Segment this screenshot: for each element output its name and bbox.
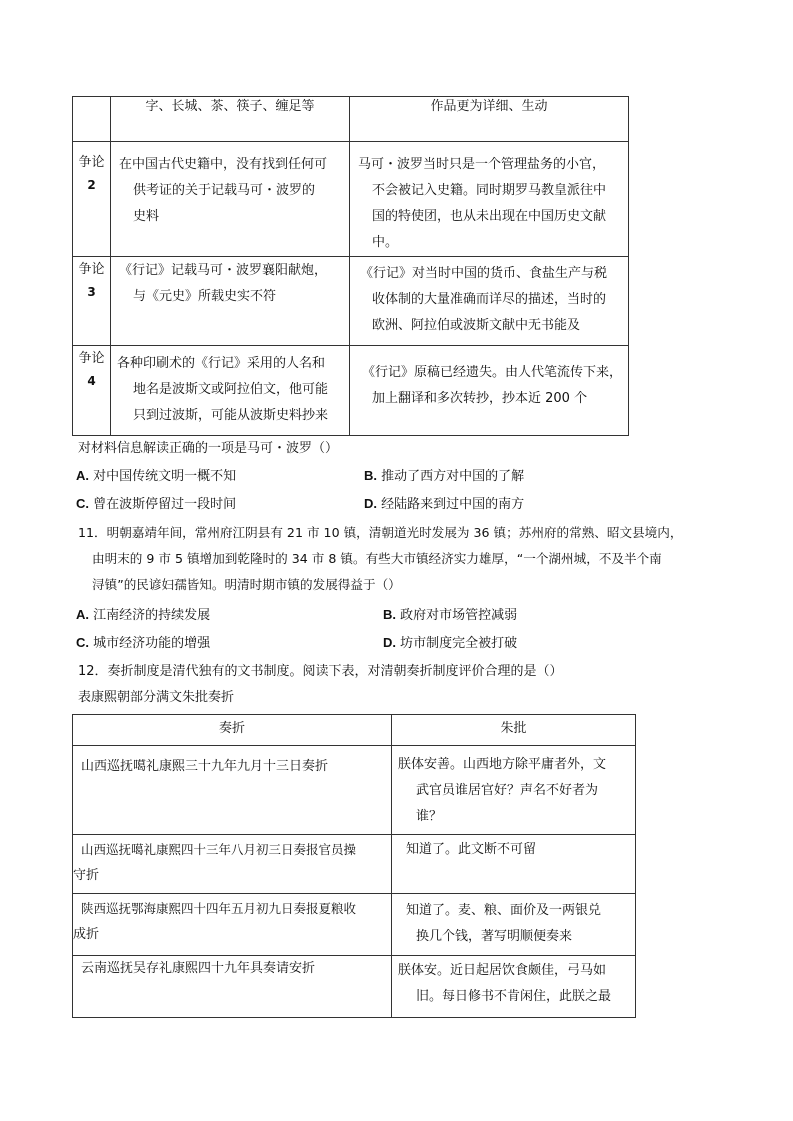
q10-option-d[interactable]: D. 经陆路来到过中国的南方 xyxy=(364,496,525,512)
table-cell xyxy=(73,97,111,142)
table-cell xyxy=(73,746,392,835)
cell-text: 陕西巡抚鄂海康熙四十四年五月初九日奏报夏粮收 xyxy=(81,901,357,916)
table-header-row xyxy=(73,715,636,746)
table-cell xyxy=(392,956,636,1018)
q11-option-b[interactable]: B. 政府对市场管控减弱 xyxy=(383,607,518,623)
option-text: 推动了西方对中国的了解 xyxy=(381,469,525,484)
cell-text: 《行记》原稿已经遗失。由人代笔流传下来， xyxy=(362,365,623,380)
q10-option-b[interactable]: B. 推动了西方对中国的了解 xyxy=(364,468,525,484)
cell-text: 马可・波罗当时只是一个管理盐务的小官， xyxy=(358,157,606,172)
cell-text: 加上翻译和多次转抄，抄本近 200 个 xyxy=(372,391,588,406)
cell-text: 知道了。此文断不可留 xyxy=(406,842,537,857)
header-text: 朱批 xyxy=(500,721,527,736)
table-row xyxy=(73,956,636,1018)
table-cell xyxy=(73,257,111,346)
table-cell xyxy=(350,142,629,257)
row-label: 争论 xyxy=(78,351,105,366)
row-number: 2 xyxy=(87,178,96,192)
table-cell xyxy=(111,142,350,257)
option-text: 对中国传统文明一概不知 xyxy=(93,469,237,484)
cell-text: 《行记》对当时中国的货币、食盐生产与税 xyxy=(360,266,608,281)
q11-option-c[interactable]: C. 城市经济功能的增强 xyxy=(76,635,211,651)
table-row xyxy=(73,97,629,142)
cell-text: 武官员谁居官好？声名不好者为 xyxy=(416,783,599,798)
q11-option-a[interactable]: A. 江南经济的持续发展 xyxy=(76,607,211,623)
cell-text: 欧洲、阿拉伯或波斯文献中无书能及 xyxy=(372,318,581,333)
option-text: 城市经济功能的增强 xyxy=(93,636,211,651)
table-cell xyxy=(392,835,636,894)
q11-option-d[interactable]: D. 坊市制度完全被打破 xyxy=(383,635,518,651)
cell-text: 山西巡抚噶礼康熙四十三年八月初三日奏报官员操 xyxy=(81,842,357,857)
cell-text: 守折 xyxy=(73,868,100,883)
row-number: 4 xyxy=(87,374,96,388)
cell-text: 与《元史》所载史实不符 xyxy=(133,289,277,304)
cell-text: 知道了。麦、粮、面价及一两银兑 xyxy=(406,903,602,918)
cell-text: 《行记》记载马可・波罗襄阳献炮， xyxy=(119,263,328,278)
table-cell xyxy=(392,894,636,956)
table-cell xyxy=(111,257,350,346)
cell-text: 山西巡抚噶礼康熙三十九年九月十三日奏折 xyxy=(81,759,329,774)
cell-text: 字、长城、茶、筷子、缠足等 xyxy=(145,99,315,114)
cell-text: 云南巡抚吴存礼康熙四十九年具奏请安折 xyxy=(81,961,316,976)
cell-text: 各种印刷术的《行记》采用的人名和 xyxy=(117,356,326,371)
column-header xyxy=(392,715,636,746)
memorial-table xyxy=(72,714,636,1018)
row-label: 争论 xyxy=(78,155,105,170)
cell-text: 成折 xyxy=(73,927,100,942)
comparison-table xyxy=(72,96,629,436)
option-text: 经陆路来到过中国的南方 xyxy=(381,497,525,512)
q10-option-c[interactable]: C. 曾在波斯停留过一段时间 xyxy=(76,496,237,512)
option-text: 江南经济的持续发展 xyxy=(93,608,211,623)
cell-text: 国的特使团，也从未出现在中国历史文献 xyxy=(372,209,607,224)
cell-text: 谁？ xyxy=(416,809,443,824)
question-11-line-1: 11．明朝嘉靖年间，常州府江阴县有 21 市 10 镇，清朝道光时发展为 36 镇；苏州府的常熟、昭文县境内， xyxy=(78,525,683,540)
header-text: 奏折 xyxy=(218,721,245,736)
cell-text: 只到过波斯，可能从波斯史料抄来 xyxy=(133,408,329,423)
table-cell xyxy=(73,142,111,257)
q10-option-a[interactable]: A. 对中国传统文明一概不知 xyxy=(76,468,237,484)
table-row xyxy=(73,142,629,257)
cell-text: 不会被记入史籍。同时期罗马教皇派往中 xyxy=(372,183,607,198)
cell-text: 中。 xyxy=(372,235,399,250)
question-11-line-3: 浔镇”的民谚妇孺皆知。明清时期市镇的发展得益于（） xyxy=(92,577,401,592)
table-row xyxy=(73,894,636,956)
question-11-line-2: 由明末的 9 市 5 镇增加到乾隆时的 34 市 8 镇。有些大市镇经济实力雄厚，“一个湖州城，不及半个南 xyxy=(92,551,662,566)
table-row xyxy=(73,835,636,894)
table-cell xyxy=(350,97,629,142)
table-row xyxy=(73,746,636,835)
table-title: 表康熙朝部分满文朱批奏折 xyxy=(78,690,235,705)
option-text: 曾在波斯停留过一段时间 xyxy=(93,497,237,512)
question-10-stem: 对材料信息解读正确的一项是马可・波罗（） xyxy=(78,441,339,456)
cell-text: 地名是波斯文或阿拉伯文，他可能 xyxy=(133,382,329,397)
option-text: 政府对市场管控减弱 xyxy=(400,608,518,623)
cell-text: 朕体安。近日起居饮食颇佳，弓马如 xyxy=(398,963,607,978)
cell-text: 旧。每日修书不肯闲住，此朕之最 xyxy=(416,989,612,1004)
option-text: 坊市制度完全被打破 xyxy=(400,636,518,651)
cell-text: 收体制的大量准确而详尽的描述，当时的 xyxy=(372,292,607,307)
table-cell xyxy=(73,835,392,894)
cell-text: 史料 xyxy=(133,209,160,224)
table-row xyxy=(73,257,629,346)
table-cell xyxy=(73,956,392,1018)
cell-text: 作品更为详细、生动 xyxy=(430,99,548,114)
column-header xyxy=(73,715,392,746)
table-cell xyxy=(392,746,636,835)
table-cell xyxy=(73,346,111,436)
table-cell xyxy=(111,97,350,142)
cell-text: 供考证的关于记载马可・波罗的 xyxy=(133,183,316,198)
row-label: 争论 xyxy=(78,262,105,277)
table-cell xyxy=(111,346,350,436)
question-12-stem: 12．奏折制度是清代独有的文书制度。阅读下表，对清朝奏折制度评价合理的是（） xyxy=(78,664,563,679)
row-number: 3 xyxy=(87,285,96,299)
cell-text: 在中国古代史籍中，没有找到任何可 xyxy=(119,157,328,172)
table-row xyxy=(73,346,629,436)
table-cell xyxy=(350,257,629,346)
cell-text: 换几个钱，著写明顺便奏来 xyxy=(416,929,573,944)
table-cell xyxy=(350,346,629,436)
cell-text: 朕体安善。山西地方除平庸者外，文 xyxy=(398,757,607,772)
table-cell xyxy=(73,894,392,956)
